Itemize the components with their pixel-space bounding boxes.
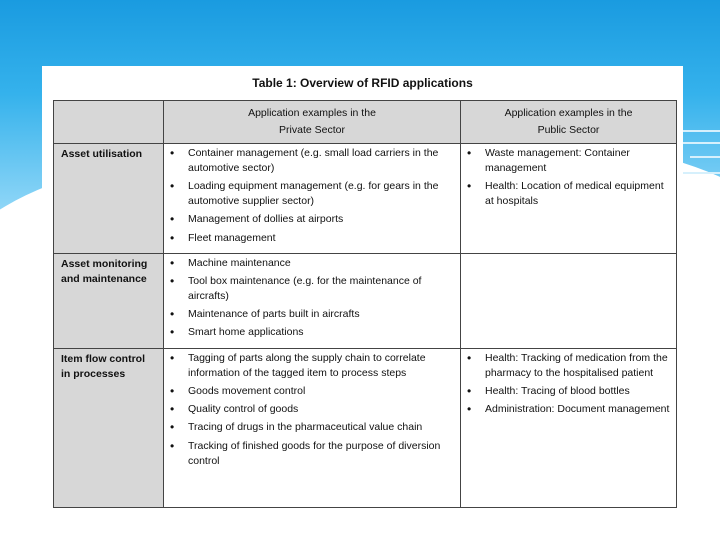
row-category: Asset monitoring and maintenance: [54, 253, 164, 348]
row-category: Item flow control in processes: [54, 348, 164, 507]
list-item: • Health: Location of medical equipment at hospitals: [465, 179, 670, 209]
list-item: • Tracing of drugs in the pharmaceutical value chain: [168, 420, 454, 435]
public-sector-list: [465, 146, 670, 210]
list-item: • Loading equipment management (e.g. for gears in the automotive supplier sector): [168, 179, 454, 209]
list-item: • Container management (e.g. small load carriers in the automotive sector): [168, 146, 454, 176]
private-sector-cell: [164, 253, 461, 348]
private-sector-cell: [164, 348, 461, 507]
private-sector-list: [168, 351, 454, 470]
table-row: [54, 253, 677, 348]
header-corner: [54, 101, 164, 144]
row-category: Asset utilisation: [54, 143, 164, 253]
rfid-applications-table: [53, 100, 677, 508]
table-row: [54, 143, 677, 253]
header-private-sector: Application examples in the Private Sector: [164, 101, 461, 144]
private-sector-list: [168, 146, 454, 246]
private-sector-list: [168, 256, 454, 341]
public-sector-list: [465, 351, 670, 418]
list-item: • Smart home applications: [168, 325, 454, 340]
list-item: • Fleet management: [168, 231, 454, 246]
table-header-row: [54, 101, 677, 144]
list-item: • Tagging of parts along the supply chain to correlate information of the tagged item to process steps: [168, 351, 454, 381]
header-public-sector: Application examples in the Public Sector: [461, 101, 677, 144]
list-item: • Tracking of finished goods for the purpose of diversion control: [168, 439, 454, 469]
list-item: • Tool box maintenance (e.g. for the maintenance of aircrafts): [168, 274, 454, 304]
list-item: • Machine maintenance: [168, 256, 454, 271]
list-item: • Goods movement control: [168, 384, 454, 399]
document-image: [42, 66, 683, 502]
public-sector-cell: [461, 348, 677, 507]
list-item: • Quality control of goods: [168, 402, 454, 417]
list-item: • Health: Tracking of medication from the pharmacy to the hospitalised patient: [465, 351, 670, 381]
list-item: • Management of dollies at airports: [168, 212, 454, 227]
public-sector-cell: [461, 253, 677, 348]
public-sector-cell: [461, 143, 677, 253]
table-title: Table 1: Overview of RFID applications: [252, 76, 473, 90]
table-row: [54, 348, 677, 507]
private-sector-cell: [164, 143, 461, 253]
list-item: • Administration: Document management: [465, 402, 670, 417]
list-item: • Waste management: Container management: [465, 146, 670, 176]
list-item: • Maintenance of parts built in aircrafts: [168, 307, 454, 322]
list-item: • Health: Tracing of blood bottles: [465, 384, 670, 399]
